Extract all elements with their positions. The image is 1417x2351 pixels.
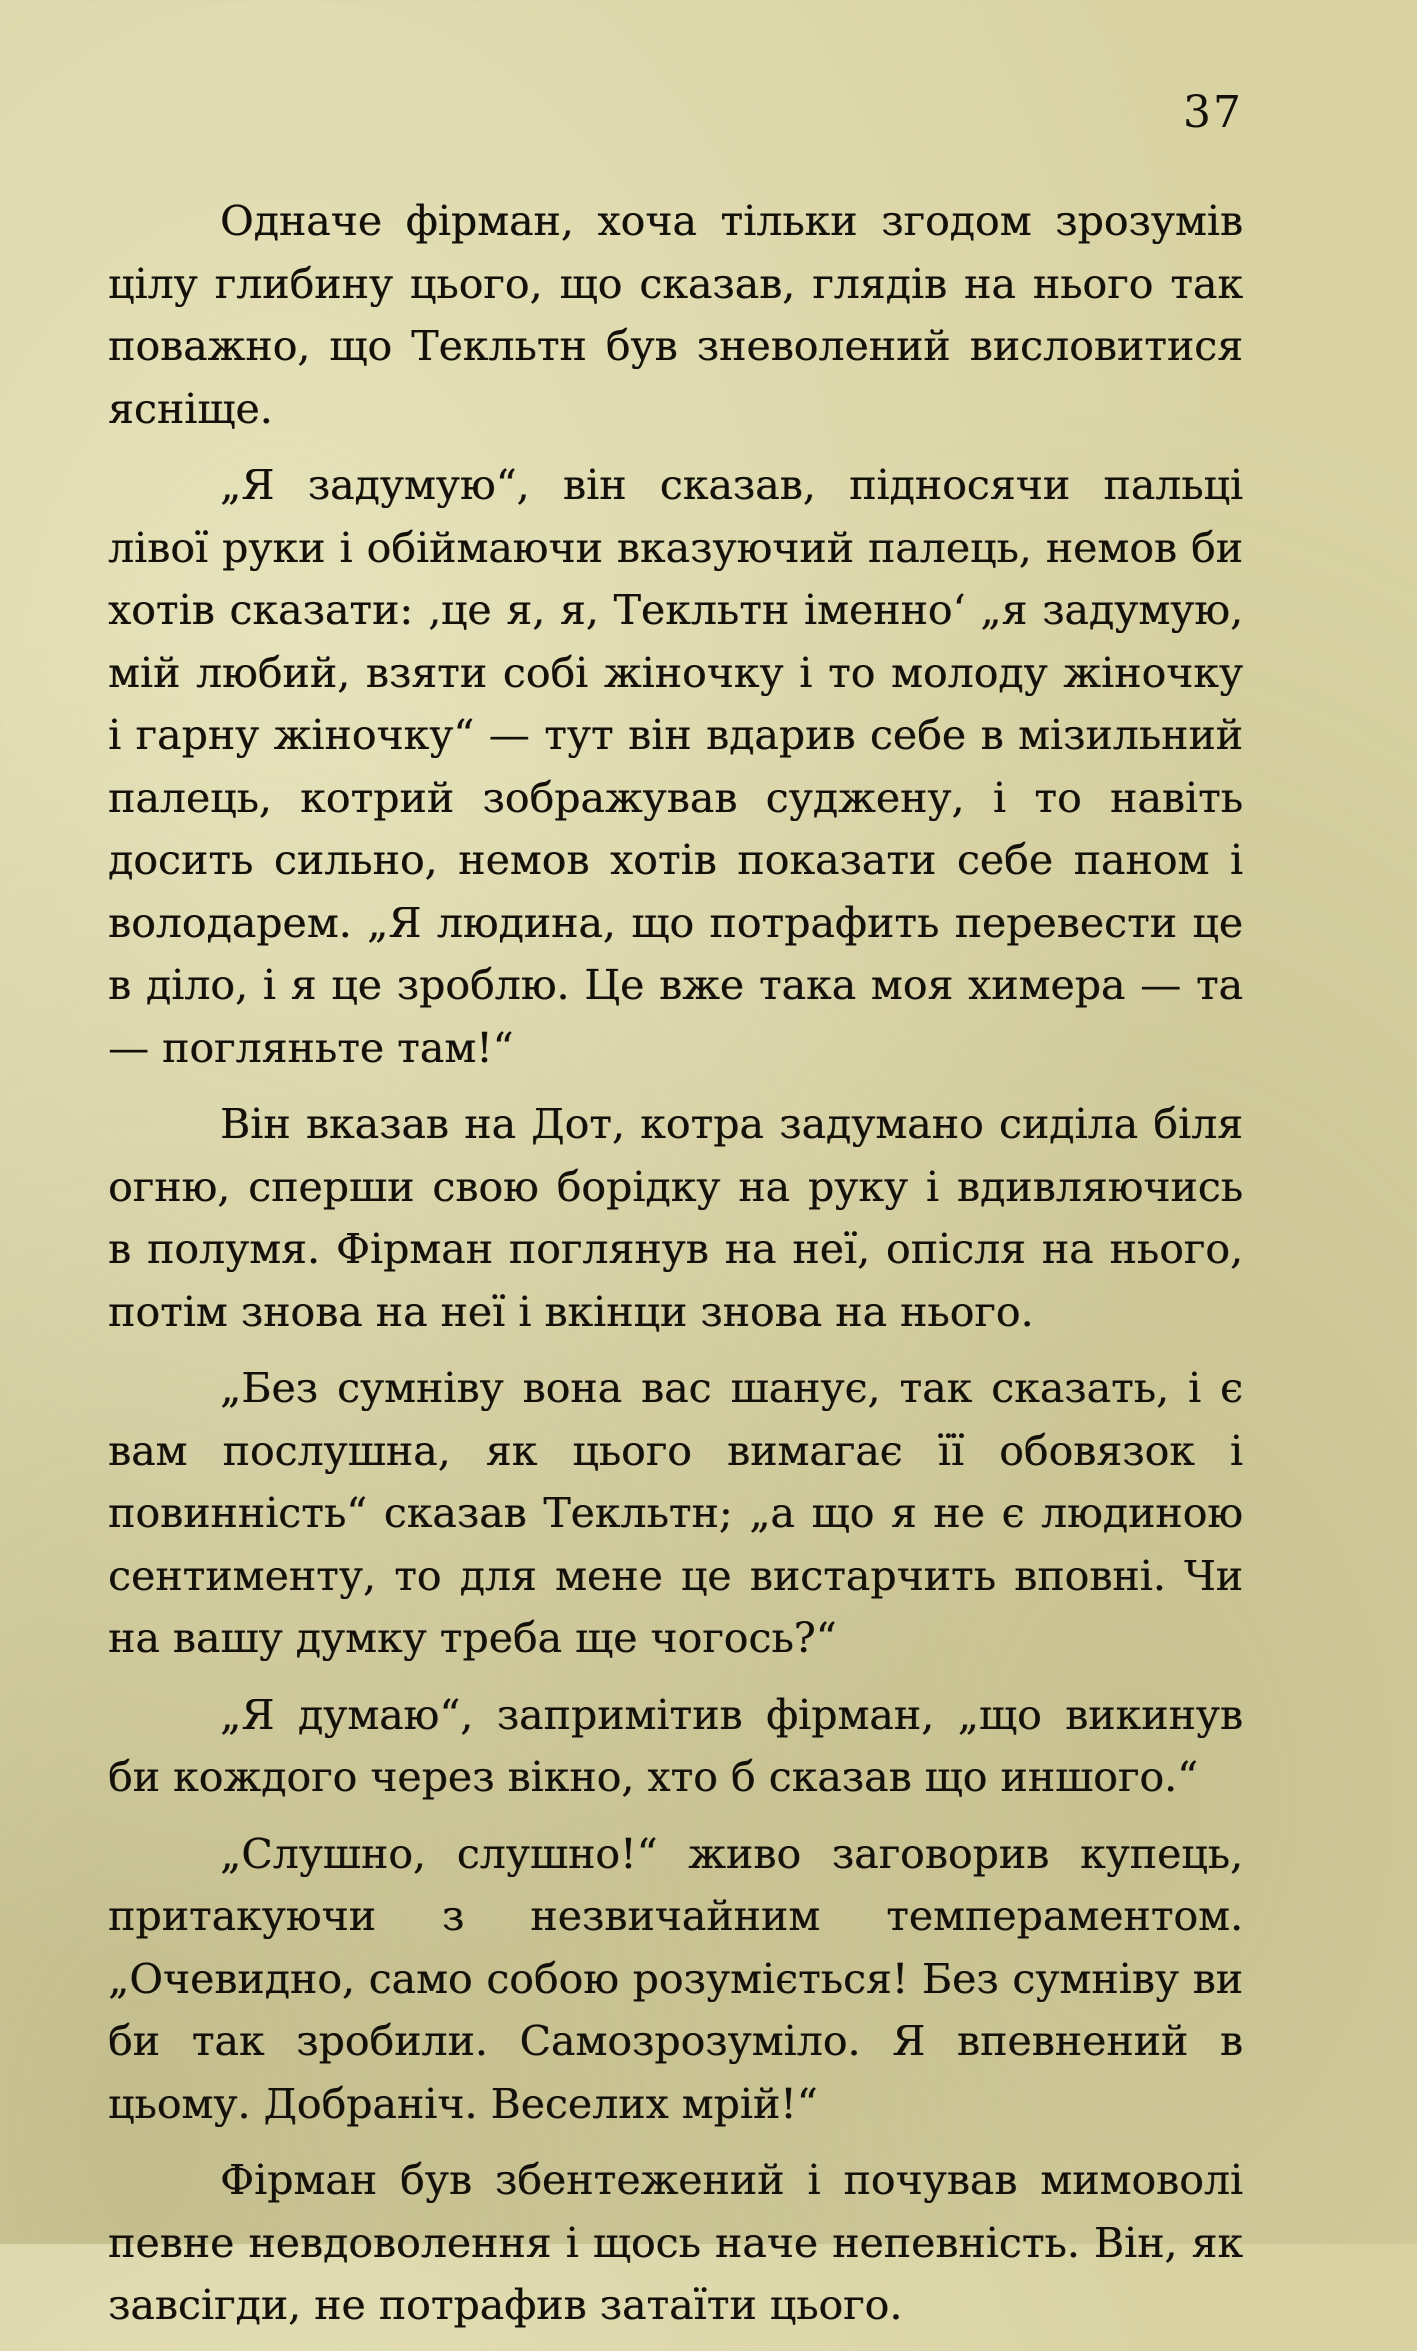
page-number: 37 (1183, 87, 1243, 138)
paragraph: „Я задумую“, він сказав, підносячи пальці лівої руки і обіймаючи вказуючий палець, немов би хотів сказати: ‚це я, я, Текльтн іменно‘ „я задумую, мій любий, взяти собі жіночку і то молоду жіночку і гарну жіночку“ — тут він вдарив себе в мізильний палець, котрий зображував суджену, і то навіть досить сильно, немов хотів показати себе паном і володарем. „Я людина, що потрафить перевести це в діло, і я це зроблю. Це вже така моя химера — та — погляньте там!“ (108, 461, 1243, 1072)
paragraph: „Слушно, слушно!“ живо заговорив купець, притакуючи з незвичайним темпераментом. „Очевидно, само собою розуміється! Без сумніву ви би так зробили. Самозрозуміло. Я впевнений в цьому. Добраніч. Веселих мрій!“ (108, 1829, 1243, 2128)
paragraph: „Без сумніву вона вас шанує, так сказать, і є вам послушна, як цього вимагає її обовязок і повинність“ сказав Текльтн; „а що я не є людиною сентименту, то для мене це вистарчить вповні. Чи на вашу думку треба ще чогось?“ (108, 1364, 1243, 1662)
paragraph: „Я думаю“, запримітив фірман, „що викинув би кождого через вікно, хто б сказав що иншого.“ (108, 1690, 1243, 1801)
book-page (108, 86, 1243, 2329)
paragraph: Одначе фірман, хоча тільки згодом зрозумів цілу глибину цього, що сказав, глядів на нього так поважно, що Текльтн був зневолений висловитися ясніще. (108, 197, 1243, 433)
paragraph: Фірман був збентежений і почував мимоволі певне невдоволення і щось наче непевність. Він, як завсігди, не потрафив затаїти цього. (108, 2156, 1243, 2329)
paragraph: Він вказав на Дот, котра задумано сиділа біля огню, сперши свою борідку на руку і вдивляючись в полумя. Фірман поглянув на неї, опісля на нього, потім знова на неї і вкінци знова на нього. (108, 1100, 1243, 1336)
body-text (108, 190, 1243, 2351)
